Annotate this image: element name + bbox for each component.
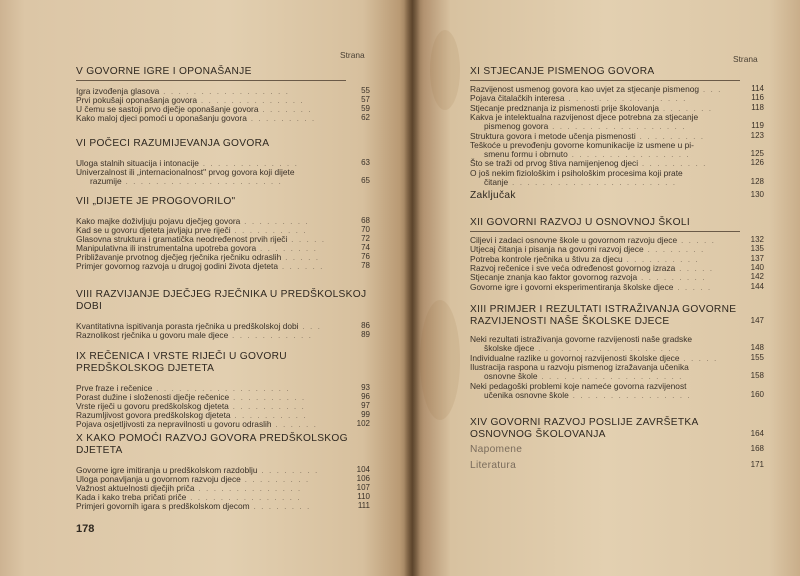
toc-entry bbox=[76, 501, 346, 511]
toc-entry-text: Ilustracija raspona u razvoju pismenog izražavanja učenika bbox=[470, 361, 689, 372]
leader-dots: . . . . . bbox=[673, 281, 712, 292]
page-number-ref: 140 bbox=[750, 262, 764, 272]
section-heading-line2: RAZVIJENOSTI NAŠE ŠKOLSKE DJECE bbox=[470, 316, 670, 327]
leader-dots: . . . . . . . . bbox=[249, 501, 311, 511]
toc-entry-text: Približavanje prvotnog dječjeg rječnika rječniku odraslih bbox=[76, 252, 282, 262]
toc-entry-text: Kakva je intelektualna razvijenost djece potrebna za stjecanje bbox=[470, 111, 699, 122]
toc-entry-text: Univerzalnost ili „internacionalnost" prvog govora koji dijete bbox=[76, 167, 295, 177]
page-number-ref: 158 bbox=[750, 371, 764, 381]
page-number-ref: 119 bbox=[751, 121, 764, 131]
toc-entry-text: Individualne razlike u govornoj razvijenosti školske djece bbox=[470, 352, 680, 363]
toc-entry-text: razumije bbox=[90, 176, 122, 186]
toc-entry-text: Kako majke doživljuju pojavu dječjeg govora bbox=[76, 216, 241, 226]
toc-entry-text: Ciljevi i zadaci osnovne škole u govornom razvoju djece bbox=[470, 235, 678, 245]
leader-dots: . . . . . . . . . . bbox=[230, 225, 308, 235]
toc-entry-text: Stjecanje predznanja iz pismenosti prije školovanja bbox=[470, 102, 660, 113]
toc-entry-text: Potreba kontrole rječnika u štivu za djecu bbox=[470, 253, 623, 264]
page-number-ref: 65 bbox=[361, 176, 370, 185]
page-number-ref: 126 bbox=[750, 158, 764, 168]
strana-label: Strana bbox=[340, 50, 365, 60]
section-rule bbox=[76, 80, 346, 81]
section-heading: VIII RAZVIJANJE DJEČJEG RJEČNIKA U PREDŠKOLSKOJ bbox=[76, 289, 367, 300]
leader-dots: . . . . . . . . . . . . . . . . bbox=[564, 93, 687, 104]
leader-dots: . . . . . . . . . . bbox=[229, 392, 306, 402]
toc-entry-text: pismenog govora bbox=[484, 121, 549, 132]
section-heading-line2: PREDŠKOLSKOG DJETETA bbox=[76, 363, 215, 374]
leader-dots: . . . . . . . . . . . bbox=[228, 330, 313, 340]
page-number-ref: 137 bbox=[750, 253, 764, 263]
page-number-ref: 147 bbox=[750, 316, 764, 325]
section-heading: VII „DIJETE JE PROGOVORILO" bbox=[76, 196, 236, 207]
toc-entry-text: Manipulativna ili instrumentalna upotreba govora bbox=[76, 243, 257, 253]
paper-stain bbox=[420, 300, 460, 420]
page-number-ref: 171 bbox=[750, 460, 764, 469]
page-number-ref: 107 bbox=[356, 483, 370, 492]
toc-entry-text: školske djece bbox=[484, 343, 535, 354]
section-heading-line2: DJETETA bbox=[76, 445, 123, 456]
toc-entry-text: Primjeri govornih igara s predškolskom djecom bbox=[76, 501, 250, 511]
page-number-ref: 57 bbox=[361, 95, 370, 104]
page-number-ref: 74 bbox=[361, 243, 370, 252]
toc-entry-text: Pojava čitalačkih interesa bbox=[470, 93, 565, 104]
toc-entry-text: Razvoj rečenice i sve veća određenost govornog izraza bbox=[470, 262, 676, 273]
leader-dots: . . . . . . . . . bbox=[635, 130, 705, 141]
toc-entry-text: Razvijenost usmenog govora kao uvjet za stjecanje pismenog bbox=[470, 84, 700, 94]
toc-entry-text: osnovne škole bbox=[484, 371, 538, 382]
toc-entry-text: smenu formu i obrnuto bbox=[484, 149, 568, 160]
leader-dots: . . . . . . bbox=[278, 261, 324, 271]
leader-dots: . . . . . . . . . . . . . . . . bbox=[567, 149, 691, 160]
leader-dots: . . . . . . . . . . . . . . bbox=[194, 483, 302, 493]
toc-entry-text: Neki rezultati istraživanja govorne razvijenosti naše gradske bbox=[470, 334, 693, 344]
section-rule bbox=[470, 80, 740, 81]
toc-entry-text: Govorne igre imitiranja u predškolskom razdoblju bbox=[76, 465, 258, 475]
page-number-ref: 132 bbox=[750, 235, 764, 244]
page-number: 178 bbox=[76, 523, 95, 535]
toc-entry-text: Što se traži od prvog štiva namijenjenog djeci bbox=[470, 158, 639, 169]
toc-entry bbox=[76, 261, 346, 271]
toc-entry-text: Prvi pokušaji oponašanja govora bbox=[76, 95, 198, 105]
page-number-ref: 123 bbox=[750, 130, 764, 140]
toc-entry-text: Uloga ponavljanja u govornom razvoju djece bbox=[76, 474, 241, 484]
leader-dots: . . . . . . . . . bbox=[638, 158, 707, 169]
toc-entry bbox=[76, 419, 346, 429]
section-heading: XIII PRIMJER I REZULTATI ISTRAŽIVANJA GOVORNE bbox=[470, 304, 737, 315]
page-number-ref: 142 bbox=[750, 272, 764, 282]
leader-dots: . . . . . . . . . . . . . . . . . . bbox=[152, 383, 291, 393]
toc-entry bbox=[90, 176, 346, 186]
page-number-ref: 160 bbox=[750, 389, 764, 399]
leader-dots: . . . . . . . . . . . . . . . . . bbox=[159, 86, 290, 96]
leader-dots: . . . . . . . . bbox=[257, 465, 319, 475]
page-number-ref: 93 bbox=[361, 383, 370, 392]
toc-entry-text: Kvantitativna ispitivanja porasta rječnika u predškolskoj dobi bbox=[76, 321, 299, 331]
section-heading: Zaključak bbox=[470, 190, 516, 201]
page-number-ref: 168 bbox=[750, 444, 764, 453]
toc-entry-text: Raznolikost rječnika u govoru male djece bbox=[76, 330, 229, 340]
leader-dots: . . . . . . . bbox=[659, 102, 713, 113]
toc-entry-text: Važnost aktuelnosti dječjih priča bbox=[76, 483, 195, 493]
page-number-ref: 104 bbox=[356, 465, 370, 474]
page-number-ref: 72 bbox=[361, 234, 370, 243]
leader-dots: . . . . . . . . . . . . . . . . . . . . . bbox=[121, 176, 283, 186]
section-heading: XIV GOVORNI RAZVOJ POSLIJE ZAVRŠETKA bbox=[470, 417, 699, 428]
toc-entry-text: Utjecaj čitanja i pisanja na govorni razvoj djece bbox=[470, 244, 644, 255]
leader-dots: . . . . . bbox=[677, 235, 716, 245]
page-number-ref: 96 bbox=[361, 392, 370, 401]
page-number-ref: 86 bbox=[361, 321, 370, 330]
page-number-ref: 135 bbox=[750, 244, 764, 254]
paper-stain bbox=[430, 30, 460, 110]
section-rule bbox=[470, 231, 740, 232]
leader-dots: . . . . . bbox=[675, 262, 714, 273]
page-number-ref: 155 bbox=[750, 352, 764, 362]
toc-entry-text: Igra izvođenja glasova bbox=[76, 86, 160, 96]
leader-dots: . . . . . . . . . bbox=[246, 113, 316, 123]
toc-entry-text: Govorne igre i govorni eksperimentiranja školske djece bbox=[470, 281, 674, 292]
strana-label: Strana bbox=[733, 54, 758, 64]
section-heading: XI STJECANJE PISMENOG GOVORA bbox=[470, 66, 655, 77]
page-number-ref: 89 bbox=[361, 330, 370, 339]
page-number-ref: 164 bbox=[750, 429, 764, 438]
toc-entry-text: Pojava osjetljivosti za nepravilnosti u govoru odraslih bbox=[76, 419, 272, 429]
leader-dots: . . . . . . . . . . . . . . bbox=[197, 95, 305, 105]
section-heading-line2: DOBI bbox=[76, 301, 103, 312]
toc-entry bbox=[470, 282, 740, 292]
page-number-ref: 128 bbox=[750, 177, 764, 186]
leader-dots: . . . . . . . . . . . . . . . . . . bbox=[548, 121, 687, 132]
leader-dots: . . . . . . . . . bbox=[240, 474, 310, 484]
toc-entry bbox=[76, 330, 346, 340]
toc-entry-text: Kako maloj djeci pomoći u oponašanju govora bbox=[76, 113, 247, 123]
book-gutter bbox=[404, 0, 420, 576]
toc-entry-text: Glasovna struktura i gramatička neodređenost prvih riječi bbox=[76, 234, 288, 244]
toc-entry-text: čitanje bbox=[484, 177, 509, 187]
toc-entry bbox=[484, 390, 740, 400]
section-heading: VI POČECI RAZUMIJEVANJA GOVORA bbox=[76, 138, 270, 149]
leader-dots: . . . . . bbox=[287, 234, 326, 244]
section-heading: X KAKO POMOĆI RAZVOJ GOVORA PREDŠKOLSKOG bbox=[76, 433, 348, 444]
toc-entry-text: Teškoće u prevođenju govorne komunikacije iz usmene u pi- bbox=[470, 139, 694, 150]
page-number-ref: 97 bbox=[361, 401, 370, 410]
toc-entry-text: učenika osnovne škole bbox=[484, 389, 569, 400]
page-number-ref: 114 bbox=[751, 84, 764, 93]
page-number-ref: 62 bbox=[361, 113, 370, 122]
toc-entry-text: Struktura govora i metode učenja pismenosti bbox=[470, 130, 636, 141]
toc-entry-text: Vrste riječi u govoru predškolskog djeteta bbox=[76, 401, 229, 411]
leader-dots: . . . . . . . . . . . . . . . . . . . bbox=[537, 371, 683, 382]
leader-dots: . . . . . . . . bbox=[643, 244, 705, 255]
toc-entry-text: U čemu se sastoji prvo dječje oponašanje govora bbox=[76, 104, 259, 114]
section-heading: IX REČENICA I VRSTE RIJEČI U GOVORU bbox=[76, 351, 287, 362]
leader-dots: . . . . . . . . bbox=[256, 243, 318, 253]
toc-entry-text: Uloga stalnih situacija i intonacije bbox=[76, 158, 199, 168]
page-number-ref: 55 bbox=[361, 86, 370, 95]
toc-entry-text: Porast dužine i složenosti dječje rečenice bbox=[76, 392, 230, 402]
page-number-ref: 76 bbox=[361, 252, 370, 261]
page-number-ref: 63 bbox=[361, 158, 370, 167]
leader-dots: . . . . . . . . . bbox=[240, 216, 310, 226]
section-heading: XII GOVORNI RAZVOJ U OSNOVNOJ ŠKOLI bbox=[470, 217, 690, 228]
leader-dots: . . . . . . . . . . . . . . . . . . . . . . bbox=[508, 177, 677, 187]
page-number-ref: 99 bbox=[361, 410, 370, 419]
toc-entry-text: Kad se u govoru djeteta javljaju prve riječi bbox=[76, 225, 231, 235]
toc-entry-text: Kada i kako treba pričati priče bbox=[76, 492, 187, 502]
leader-dots: . . . . . . . . . . bbox=[228, 401, 306, 411]
page-number-ref: 102 bbox=[356, 419, 370, 428]
page-number-ref: 118 bbox=[751, 102, 764, 112]
page-number-ref: 106 bbox=[356, 474, 370, 483]
leader-dots: . . . . . . bbox=[271, 419, 318, 429]
page-number-ref: 148 bbox=[750, 343, 764, 353]
page-number-ref: 144 bbox=[750, 281, 764, 291]
leader-dots: . . . bbox=[699, 84, 723, 94]
page-number-ref: 110 bbox=[357, 492, 370, 501]
page-number-ref: 130 bbox=[750, 190, 764, 199]
leader-dots: . . . . . . . . . . . . . bbox=[198, 158, 299, 168]
leader-dots: . . . . . bbox=[281, 252, 320, 262]
page-number-ref: 116 bbox=[751, 93, 764, 103]
section-heading: V GOVORNE IGRE I OPONAŠANJE bbox=[76, 66, 252, 77]
section-heading-line2: OSNOVNOG ŠKOLOVANJA bbox=[470, 429, 606, 440]
page-number-ref: 68 bbox=[361, 216, 370, 225]
page-number-ref: 70 bbox=[361, 225, 370, 234]
section-heading: Napomene bbox=[470, 444, 523, 455]
toc-entry-text: Stjecanje znanja kao faktor govornog razvoja bbox=[470, 272, 638, 283]
toc-entry-text: O još nekim fiziološkim i psihološkim procesima koji prate bbox=[470, 167, 683, 178]
page-number-ref: 78 bbox=[361, 261, 370, 270]
toc-entry-text: Primjer govornog razvoja u drugoj godini života djeteta bbox=[76, 261, 279, 271]
page-number-ref: 111 bbox=[357, 501, 370, 510]
leader-dots: . . . bbox=[298, 321, 322, 331]
leader-dots: . . . . . . . . . . bbox=[230, 410, 308, 420]
leader-dots: . . . . . . . bbox=[258, 104, 313, 114]
page-number-ref: 59 bbox=[361, 104, 370, 113]
toc-entry-text: Prve fraze i rečenice bbox=[76, 383, 153, 393]
toc-entry bbox=[484, 177, 740, 187]
leader-dots: . . . . . . . . . . . . . . . . bbox=[568, 389, 692, 400]
page-number-ref: 125 bbox=[750, 149, 764, 159]
leader-dots: . . . . . . . . . . . . . . . bbox=[186, 492, 302, 502]
toc-entry bbox=[76, 113, 346, 123]
leader-dots: . . . . . bbox=[679, 352, 718, 363]
leader-dots: . . . . . . . . . bbox=[637, 272, 707, 283]
toc-entry-text: Neki pedagoški problemi koje nameće govorna razvijenost bbox=[470, 380, 687, 391]
toc-entry-text: Razumljivost govora predškolskog djeteta bbox=[76, 410, 231, 420]
leader-dots: . . . . . . . . . . . . . . . . . . . bbox=[534, 343, 680, 354]
leader-dots: . . . . . . . . . . bbox=[622, 253, 700, 264]
section-heading: Literatura bbox=[470, 460, 517, 471]
